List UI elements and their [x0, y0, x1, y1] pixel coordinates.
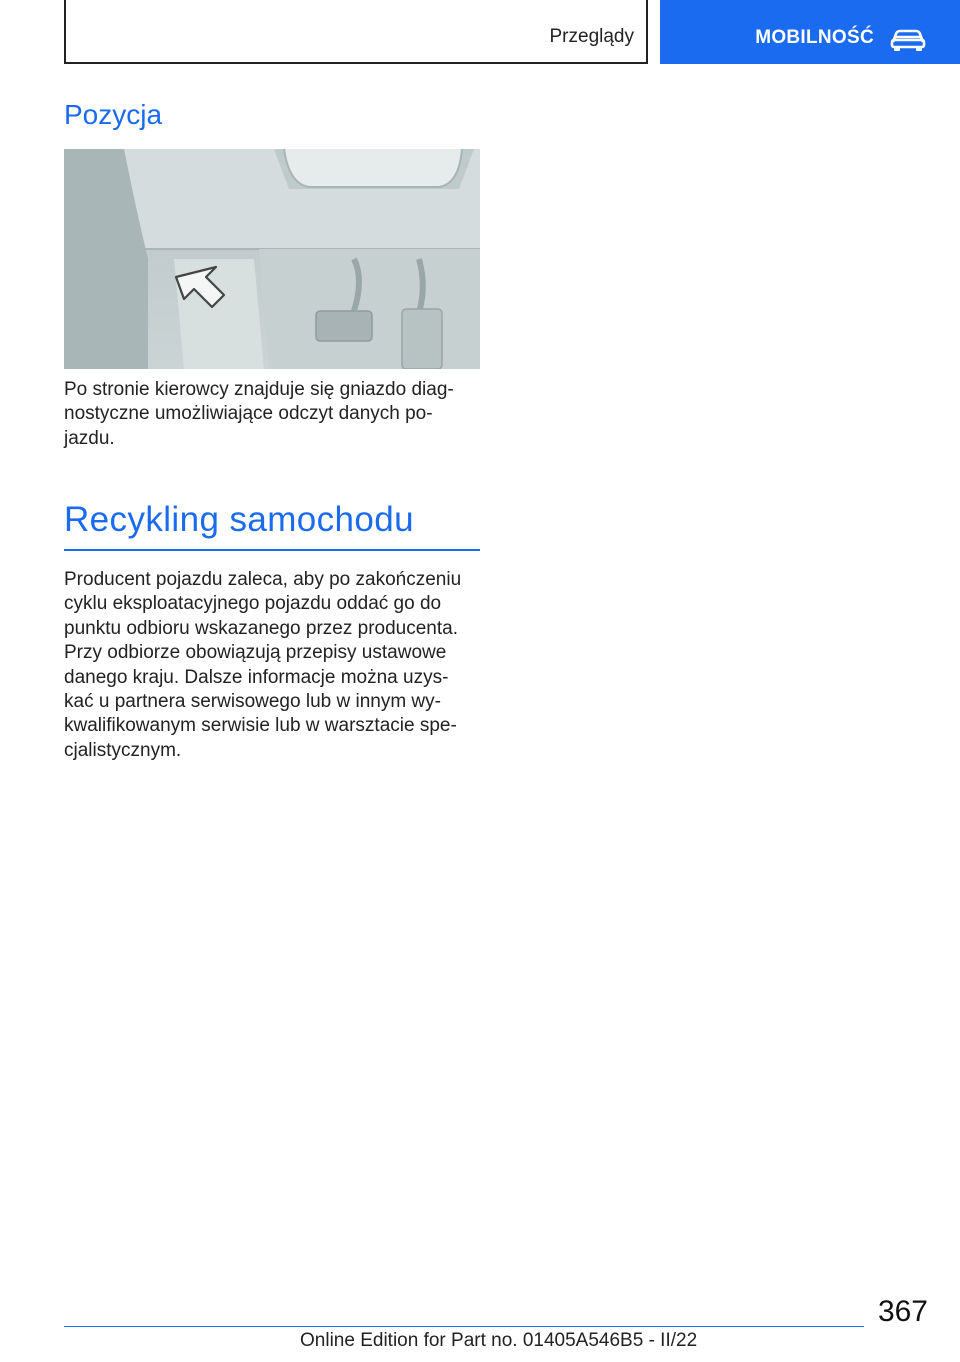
section-heading-position: Pozycja — [64, 99, 163, 130]
edition-footer: Online Edition for Part no. 01405A546B5 - II/22 — [300, 1330, 698, 1351]
text-line: punktu odbioru wskazanego przez producenta. — [64, 617, 458, 639]
text-line: kwalifikowanym serwisie lub w warsztacie spe‐ — [64, 715, 457, 737]
chapter-label: MOBILNOŚĆ — [755, 27, 874, 48]
footer-rule — [64, 1326, 864, 1327]
car-icon — [890, 26, 926, 52]
footwell-photo — [64, 149, 480, 369]
text-line: cjalistycznym. — [64, 739, 182, 761]
text-line: Producent pojazdu zaleca, aby po zakończeniu — [64, 569, 462, 590]
text-line: Po stronie kierowcy znajduje się gniazdo diag‐ — [64, 379, 454, 400]
position-paragraph — [64, 378, 484, 451]
section-header — [64, 0, 648, 64]
recycling-paragraph — [64, 568, 484, 763]
text-line: nostyczne umożliwiające odczyt danych po‐ — [64, 403, 433, 425]
chapter-tab[interactable] — [660, 0, 960, 64]
text-line: kać u partnera serwisowego lub w innym wy‐ — [64, 691, 441, 713]
page-number: 367 — [877, 1295, 928, 1328]
section-title: Przeglądy — [549, 26, 634, 47]
section-heading-recycling: Recykling samochodu — [64, 500, 414, 539]
text-line: cyklu eksploatacyjnego pojazdu oddać go do — [64, 593, 442, 615]
text-line: jazdu. — [64, 427, 115, 449]
heading-underline — [64, 549, 480, 551]
text-line: Przy odbiorze obowiązują przepisy ustawowe — [64, 642, 447, 664]
text-line: danego kraju. Dalsze informacje można uzys‐ — [64, 666, 449, 688]
